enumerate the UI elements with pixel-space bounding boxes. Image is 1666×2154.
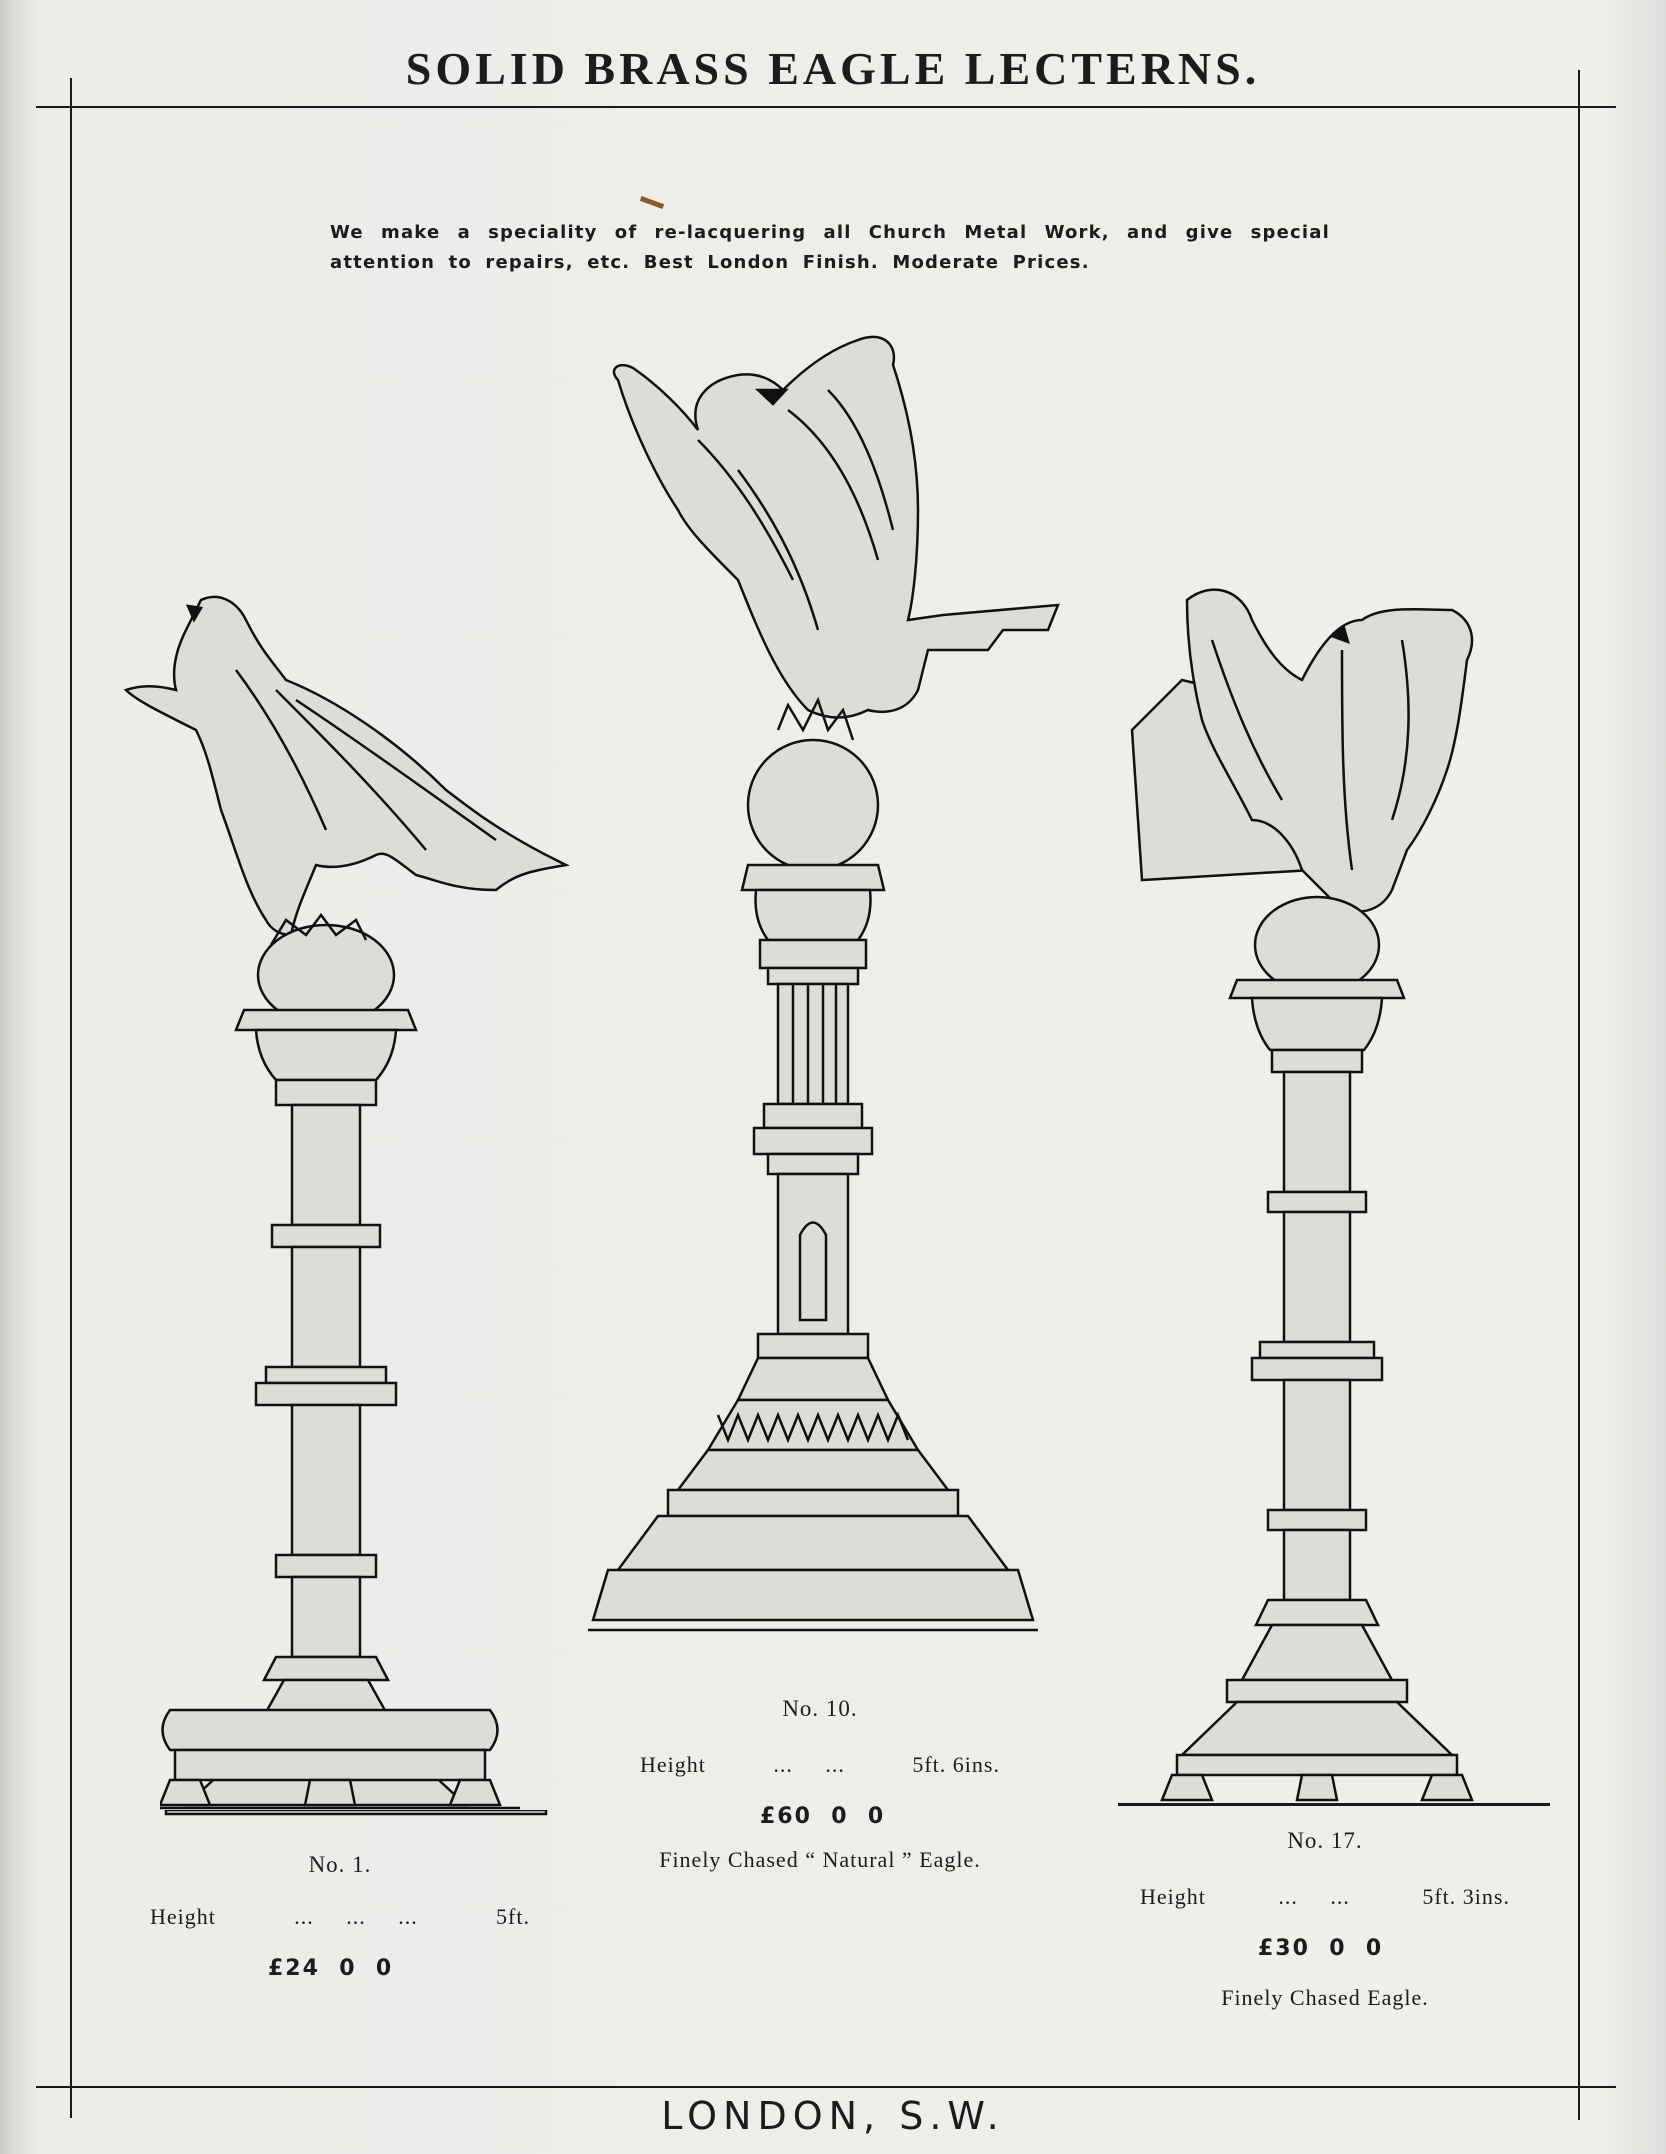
product-price: £30 0 0 (1258, 1936, 1384, 1961)
frame-left-rule (70, 78, 72, 2118)
frame-top-rule (36, 106, 1616, 108)
product-price: £60 0 0 (760, 1804, 886, 1829)
product-height (620, 1752, 1020, 1778)
height-value: 5ft. 6ins. (912, 1752, 1000, 1777)
product-price: £24 0 0 (268, 1956, 394, 1981)
product-no-10-caption (620, 1696, 1020, 1873)
lectern-no-1-foot (160, 1700, 560, 1810)
lectern-no-17-illustration (1092, 580, 1572, 1805)
height-dots: ... ... ... (294, 1904, 418, 1929)
product-height (150, 1904, 530, 1930)
pencil-mark (640, 196, 664, 209)
footer-location: LONDON, S.W. (661, 2094, 1005, 2138)
product-note: Finely Chased “ Natural ” Eagle. (659, 1847, 981, 1872)
height-value: 5ft. (496, 1904, 530, 1929)
product-number: No. 1. (308, 1852, 372, 1877)
height-label: Height (1140, 1884, 1206, 1909)
height-dots: ... ... (1278, 1884, 1350, 1909)
page-title: SOLID BRASS EAGLE LECTERNS. (405, 43, 1261, 94)
frame-right-rule (1578, 70, 1580, 2120)
intro-text: We make a speciality of re-lacquering all Church Metal Work, and give special attention to repairs, etc. Best London Finish. Moderate Prices. (330, 222, 1330, 273)
height-label: Height (640, 1752, 706, 1777)
product-no-17-caption (1140, 1828, 1510, 2011)
height-value: 5ft. 3ins. (1422, 1884, 1510, 1909)
height-label: Height (150, 1904, 216, 1929)
lectern-no-1-base (96, 1810, 576, 1830)
product-note: Finely Chased Eagle. (1221, 1985, 1429, 2010)
lectern-no-17-ground-line (1118, 1803, 1550, 1806)
lectern-no-10-illustration (588, 330, 1068, 1660)
product-height (1140, 1884, 1510, 1910)
lectern-no-1-illustration (96, 590, 576, 1810)
frame-bottom-rule (36, 2086, 1616, 2088)
product-number: No. 17. (1287, 1828, 1363, 1853)
product-no-1-caption (150, 1852, 530, 1981)
height-dots: ... ... (773, 1752, 845, 1777)
product-number: No. 10. (782, 1696, 858, 1721)
